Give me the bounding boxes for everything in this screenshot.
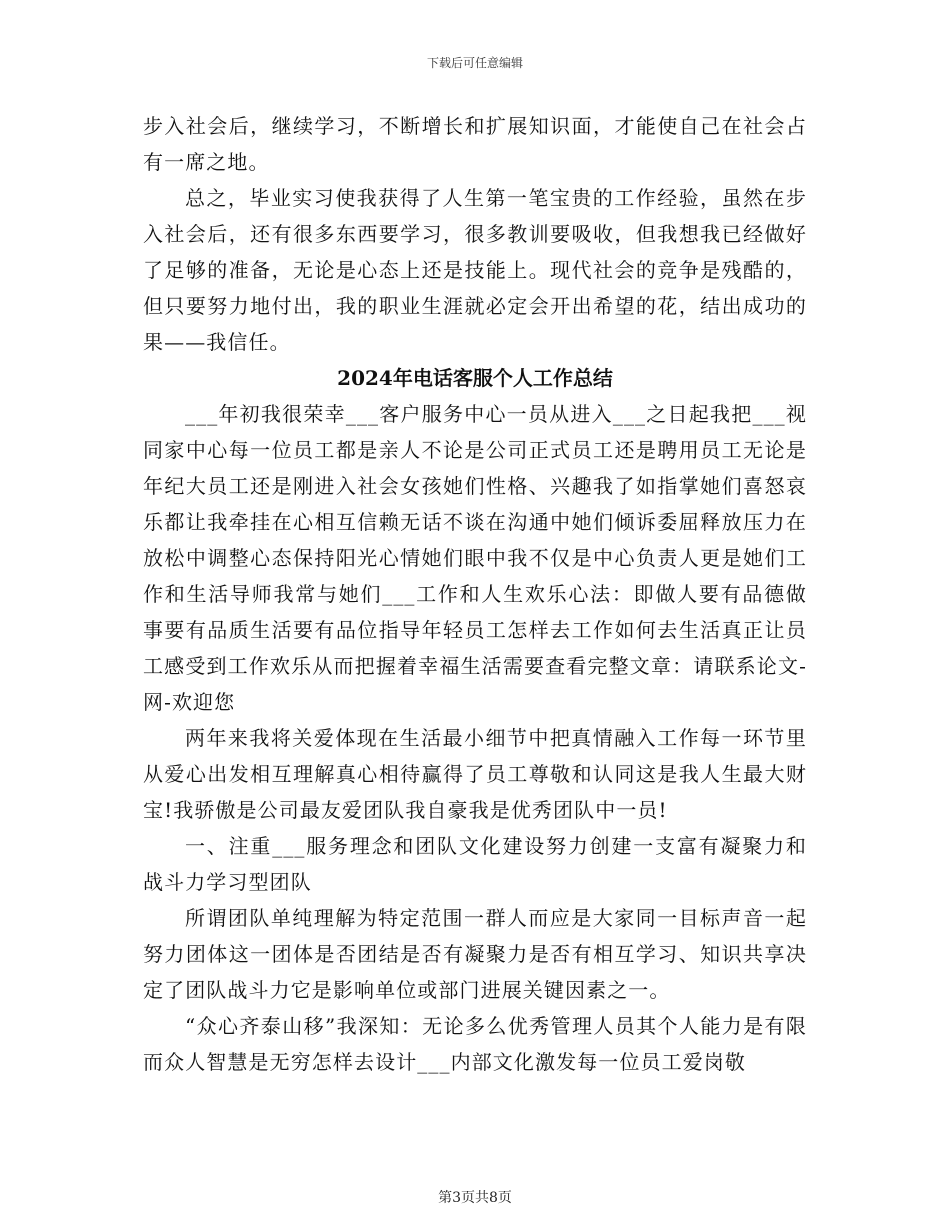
document-body bbox=[143, 108, 807, 1080]
paragraph-intro: ___年初我很荣幸___客户服务中心一员从进入___之日起我把___视同家中心每一位员工都是亲人不论是公司正式员工还是聘用员工无论是年纪大员工还是刚进入社会女孩她们性格、兴趣我了如指掌她们喜怒哀乐都让我牵挂在心相互信赖无话不谈在沟通中她们倾诉委屈释放压力在放松中调整心态保持阳光心情她们眼中我不仅是中心负责人更是她们工作和生活导师我常与她们___工作和人生欢乐心法：即做人要有品德做事要有品质生活要有品位指导年轻员工怎样去工作如何去生活真正让员工感受到工作欢乐从而把握着幸福生活需要查看完整文章：请联系论文-网-欢迎您 bbox=[143, 402, 807, 714]
page-footer: 第3页共8页 bbox=[438, 1190, 512, 1206]
paragraph-care: 两年来我将关爱体现在生活最小细节中把真情融入工作每一环节里从爱心出发相互理解真心相待赢得了员工尊敬和认同这是我人生最大财宝!我骄傲是公司最友爱团队我自豪我是优秀团队中一员! bbox=[143, 726, 807, 822]
paragraph-wisdom: “众心齐泰山移”我深知：无论多么优秀管理人员其个人能力是有限而众人智慧是无穷怎样去设计___内部文化激发每一位员工爱岗敬 bbox=[143, 1014, 807, 1074]
paragraph-heading-1: 一、注重___服务理念和团队文化建设努力创建一支富有凝聚力和战斗力学习型团队 bbox=[143, 834, 807, 894]
page-header: 下载后可任意编辑 bbox=[426, 56, 523, 70]
paragraph-team: 所谓团队单纯理解为特定范围一群人而应是大家同一目标声音一起努力团体这一团体是否团结是否有凝聚力是否有相互学习、知识共享决定了团队战斗力它是影响单位或部门进展关键因素之一。 bbox=[143, 906, 807, 1002]
paragraph-conclusion: 总之，毕业实习使我获得了人生第一笔宝贵的工作经验，虽然在步入社会后，还有很多东西要学习，很多教训要吸收，但我想我已经做好了足够的准备，无论是心态上还是技能上。现代社会的竞争是残酷的，但只要努力地付出，我的职业生涯就必定会开出希望的花，结出成功的果——我信任。 bbox=[143, 186, 807, 354]
section-title: 2024年电话客服个人工作总结 bbox=[337, 366, 613, 390]
paragraph-continuation: 步入社会后，继续学习，不断增长和扩展知识面，才能使自己在社会占有一席之地。 bbox=[143, 114, 807, 174]
